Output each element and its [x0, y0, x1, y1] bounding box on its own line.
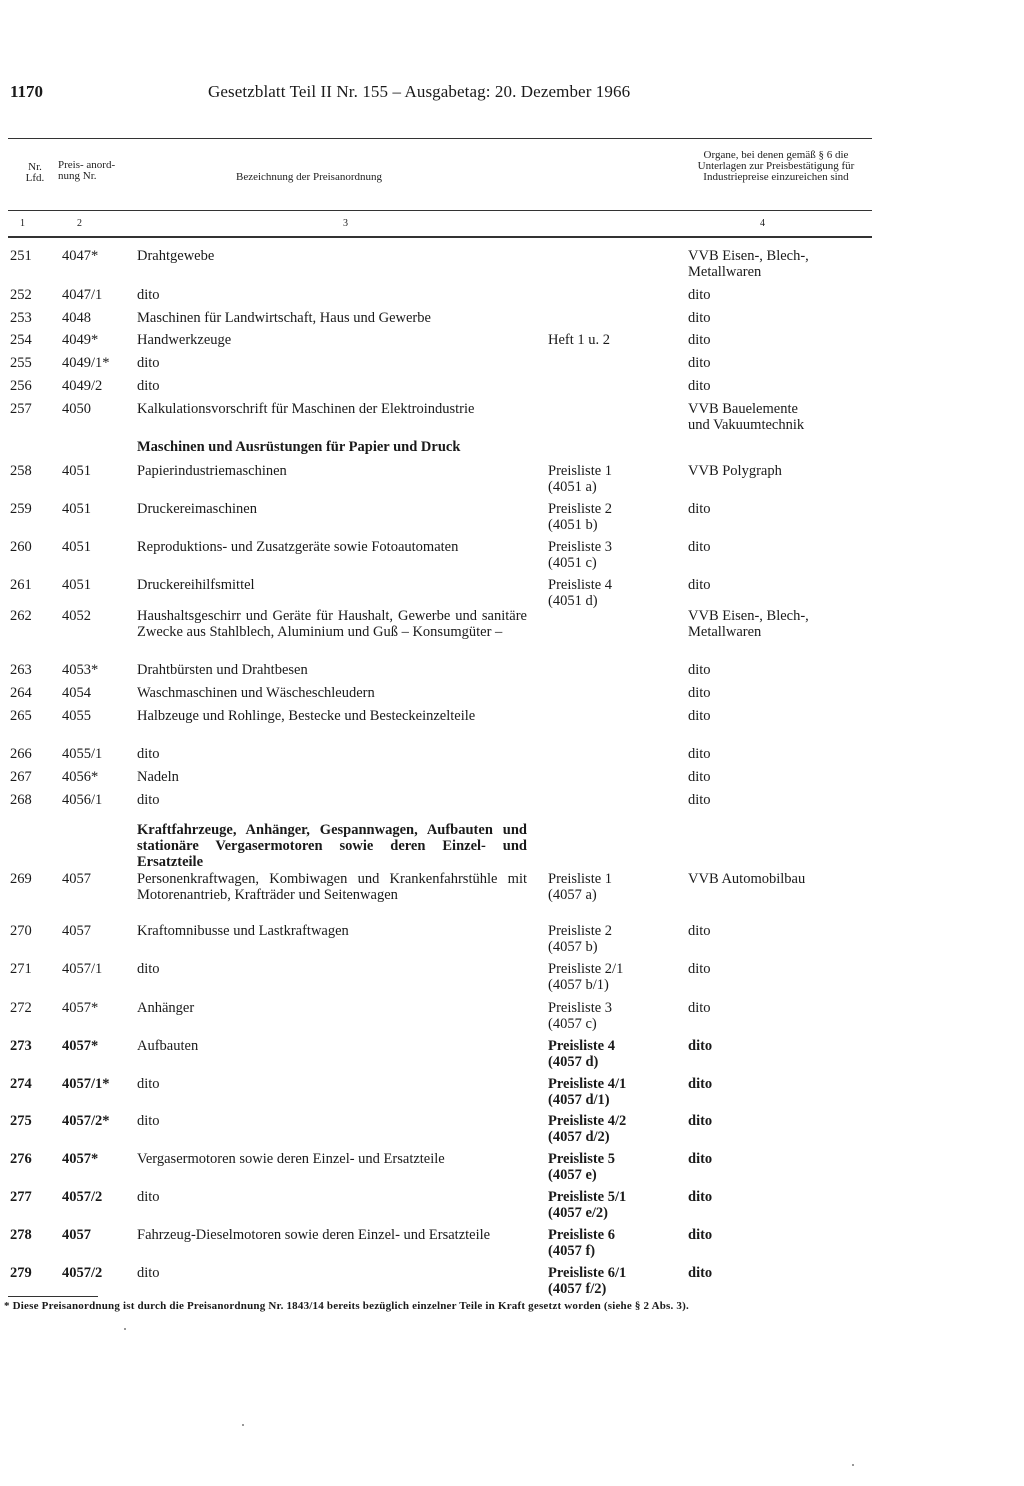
- row-preisanordnung: 4050: [62, 401, 91, 417]
- row-description: dito: [137, 746, 160, 762]
- row-description: Personenkraftwagen, Kombiwagen und Krankenfahrstühle mit Motorenantrieb, Krafträder und Seitenwagen: [137, 871, 527, 903]
- row-description: Haushaltsgeschirr und Geräte für Haushalt, Gewerbe und sanitäre Zwecke aus Stahlblech, Aluminium und Guß – Konsumgüter –: [137, 608, 527, 640]
- row-description: Kraftomnibusse und Lastkraftwagen: [137, 923, 349, 939]
- row-preisanordnung: 4056*: [62, 769, 99, 785]
- page-number: 1170: [10, 82, 44, 101]
- row-description: Druckereihilfsmittel: [137, 577, 255, 593]
- row-number: 261: [10, 577, 32, 593]
- scan-speck: [852, 1464, 854, 1466]
- row-preisliste: Preisliste 5 (4057 e): [548, 1151, 615, 1183]
- row-description: Maschinen für Landwirtschaft, Haus und Gewerbe: [137, 310, 431, 326]
- row-number: 266: [10, 746, 32, 762]
- row-number: 270: [10, 923, 32, 939]
- row-organ: dito: [688, 746, 711, 762]
- row-preisanordnung: 4057/1*: [62, 1076, 110, 1092]
- row-description: Drahtgewebe: [137, 248, 215, 264]
- row-preisanordnung: 4057*: [62, 1000, 99, 1016]
- row-preisanordnung: 4054: [62, 685, 91, 701]
- row-preisanordnung: 4051: [62, 501, 91, 517]
- row-description: dito: [137, 355, 160, 371]
- row-description: dito: [137, 1265, 160, 1281]
- row-description: dito: [137, 1076, 160, 1092]
- row-preisliste: Preisliste 3 (4057 c): [548, 1000, 613, 1032]
- row-preisliste: Preisliste 2/1 (4057 b/1): [548, 961, 624, 993]
- row-preisanordnung: 4051: [62, 577, 91, 593]
- row-number: 256: [10, 378, 32, 394]
- row-description: Reproduktions- und Zusatzgeräte sowie Fotoautomaten: [137, 539, 459, 555]
- row-number: 267: [10, 769, 32, 785]
- row-preisanordnung: 4057: [62, 923, 91, 939]
- row-organ: dito: [688, 1076, 713, 1092]
- row-organ: dito: [688, 378, 711, 394]
- row-preisliste: Preisliste 2 (4057 b): [548, 923, 613, 955]
- row-description: dito: [137, 378, 160, 394]
- section-heading-kraftfahrzeuge: Kraftfahrzeuge, Anhänger, Gespannwagen, Aufbauten und stationäre Vergasermotoren sowie deren Einzel- und Ersatzteile: [137, 822, 527, 870]
- row-number: 265: [10, 708, 32, 724]
- row-description: dito: [137, 1113, 160, 1129]
- row-organ: dito: [688, 1000, 711, 1016]
- row-organ: dito: [688, 577, 711, 593]
- row-preisliste: Preisliste 6/1 (4057 f/2): [548, 1265, 627, 1297]
- row-description: Druckereimaschinen: [137, 501, 257, 517]
- row-preisliste: Preisliste 4 (4051 d): [548, 577, 613, 609]
- row-organ: dito: [688, 685, 711, 701]
- row-number: 253: [10, 310, 32, 326]
- section-heading-papier-druck: Maschinen und Ausrüstungen für Papier und Druck: [137, 439, 461, 455]
- row-preisanordnung: 4057: [62, 871, 91, 887]
- row-preisliste: Preisliste 6 (4057 f): [548, 1227, 615, 1259]
- column-header-nr: Nr. Lfd.: [25, 161, 45, 184]
- row-organ: dito: [688, 769, 711, 785]
- row-description: dito: [137, 792, 160, 808]
- row-number: 258: [10, 463, 32, 479]
- row-preisanordnung: 4057*: [62, 1151, 99, 1167]
- row-organ: dito: [688, 1227, 713, 1243]
- column-number-4: 4: [760, 218, 765, 229]
- row-organ: VVB Automobilbau: [688, 871, 806, 887]
- row-organ: dito: [688, 1151, 713, 1167]
- row-number: 276: [10, 1151, 32, 1167]
- row-number: 269: [10, 871, 32, 887]
- row-preisanordnung: 4053*: [62, 662, 99, 678]
- row-description: Vergasermotoren sowie deren Einzel- und Ersatzteile: [137, 1151, 445, 1167]
- table-numbers-rule: [8, 236, 872, 238]
- row-organ: dito: [688, 923, 711, 939]
- row-preisliste: Preisliste 3 (4051 c): [548, 539, 613, 571]
- row-preisanordnung: 4057/2: [62, 1265, 103, 1281]
- footnote: * Diese Preisanordnung ist durch die Preisanordnung Nr. 1843/14 bereits bezüglich einzelner Teile in Kraft gesetzt worden (siehe § 2 Abs. 3).: [4, 1300, 689, 1312]
- row-preisanordnung: 4057/2: [62, 1189, 103, 1205]
- row-number: 279: [10, 1265, 32, 1281]
- row-preisliste: Heft 1 u. 2: [548, 332, 611, 348]
- row-organ: VVB Polygraph: [688, 463, 782, 479]
- row-number: 252: [10, 287, 32, 303]
- row-preisanordnung: 4057/2*: [62, 1113, 110, 1129]
- row-organ: dito: [688, 708, 711, 724]
- row-organ: dito: [688, 501, 711, 517]
- column-header-organe: Organe, bei denen gemäß § 6 die Unterlagen zur Preisbestätigung für Industriepreise einzureichen sind: [697, 149, 855, 183]
- page-title: Gesetzblatt Teil II Nr. 155 – Ausgabetag: 20. Dezember 1966: [208, 82, 631, 101]
- row-preisliste: Preisliste 1 (4051 a): [548, 463, 613, 495]
- row-organ: dito: [688, 662, 711, 678]
- column-header-bezeichnung: Bezeichnung der Preisanordnung: [236, 171, 383, 183]
- row-number: 278: [10, 1227, 32, 1243]
- row-organ: dito: [688, 539, 711, 555]
- row-preisliste: Preisliste 2 (4051 b): [548, 501, 613, 533]
- row-description: Drahtbürsten und Drahtbesen: [137, 662, 308, 678]
- row-description: dito: [137, 287, 160, 303]
- row-description: Aufbauten: [137, 1038, 199, 1054]
- row-preisanordnung: 4047/1: [62, 287, 103, 303]
- row-preisanordnung: 4051: [62, 539, 91, 555]
- row-preisanordnung: 4052: [62, 608, 91, 624]
- row-preisanordnung: 4055: [62, 708, 91, 724]
- row-description: Papierindustriemaschinen: [137, 463, 287, 479]
- row-preisliste: Preisliste 1 (4057 a): [548, 871, 613, 903]
- row-organ: dito: [688, 310, 711, 326]
- row-organ: dito: [688, 961, 711, 977]
- page-header: [10, 82, 1010, 108]
- row-preisanordnung: 4049/2: [62, 378, 103, 394]
- row-number: 257: [10, 401, 32, 417]
- row-number: 255: [10, 355, 32, 371]
- row-preisliste: Preisliste 5/1 (4057 e/2): [548, 1189, 627, 1221]
- row-preisanordnung: 4049/1*: [62, 355, 110, 371]
- row-preisanordnung: 4056/1: [62, 792, 103, 808]
- row-preisanordnung: 4055/1: [62, 746, 103, 762]
- row-number: 262: [10, 608, 32, 624]
- row-organ: dito: [688, 1265, 713, 1281]
- table-header-rule: [8, 210, 872, 211]
- row-number: 272: [10, 1000, 32, 1016]
- footnote-rule: [8, 1296, 98, 1297]
- row-description: Handwerkzeuge: [137, 332, 232, 348]
- row-preisliste: Preisliste 4 (4057 d): [548, 1038, 615, 1070]
- row-preisanordnung: 4057: [62, 1227, 91, 1243]
- row-preisanordnung: 4057/1: [62, 961, 103, 977]
- row-number: 274: [10, 1076, 32, 1092]
- row-description: Nadeln: [137, 769, 179, 785]
- row-preisanordnung: 4047*: [62, 248, 99, 264]
- row-organ: VVB Eisen-, Blech-, Metallwaren: [688, 248, 809, 280]
- row-number: 251: [10, 248, 32, 264]
- column-number-1: 1: [20, 218, 25, 229]
- row-organ: dito: [688, 1038, 713, 1054]
- row-preisliste: Preisliste 4/2 (4057 d/2): [548, 1113, 627, 1145]
- row-number: 264: [10, 685, 32, 701]
- row-preisliste: Preisliste 4/1 (4057 d/1): [548, 1076, 627, 1108]
- row-description: Kalkulationsvorschrift für Maschinen der Elektroindustrie: [137, 401, 475, 417]
- row-preisanordnung: 4057*: [62, 1038, 99, 1054]
- row-number: 268: [10, 792, 32, 808]
- row-number: 275: [10, 1113, 32, 1129]
- column-number-2: 2: [77, 218, 82, 229]
- row-number: 271: [10, 961, 32, 977]
- row-organ: dito: [688, 792, 711, 808]
- row-preisanordnung: 4048: [62, 310, 91, 326]
- row-number: 277: [10, 1189, 32, 1205]
- column-header-preisanordnung: Preis- anord- nung Nr.: [58, 159, 116, 182]
- row-number: 260: [10, 539, 32, 555]
- row-organ: VVB Eisen-, Blech-, Metallwaren: [688, 608, 809, 640]
- row-description: Waschmaschinen und Wäscheschleudern: [137, 685, 375, 701]
- row-preisanordnung: 4051: [62, 463, 91, 479]
- column-number-3: 3: [343, 218, 348, 229]
- scan-speck: [242, 1424, 244, 1426]
- row-number: 273: [10, 1038, 32, 1054]
- row-number: 263: [10, 662, 32, 678]
- row-organ: dito: [688, 332, 711, 348]
- row-organ: VVB Bauelemente und Vakuumtechnik: [688, 401, 805, 433]
- row-description: Halbzeuge und Rohlinge, Bestecke und Besteckeinzelteile: [137, 708, 476, 724]
- scan-speck: [124, 1328, 126, 1330]
- row-organ: dito: [688, 1113, 713, 1129]
- row-organ: dito: [688, 355, 711, 371]
- row-number: 254: [10, 332, 32, 348]
- row-description: dito: [137, 961, 160, 977]
- row-preisanordnung: 4049*: [62, 332, 99, 348]
- row-description: dito: [137, 1189, 160, 1205]
- table-top-rule: [8, 138, 872, 139]
- row-number: 259: [10, 501, 32, 517]
- row-description: Anhänger: [137, 1000, 195, 1016]
- row-description: Fahrzeug-Dieselmotoren sowie deren Einzel- und Ersatzteile: [137, 1227, 491, 1243]
- row-organ: dito: [688, 1189, 713, 1205]
- row-organ: dito: [688, 287, 711, 303]
